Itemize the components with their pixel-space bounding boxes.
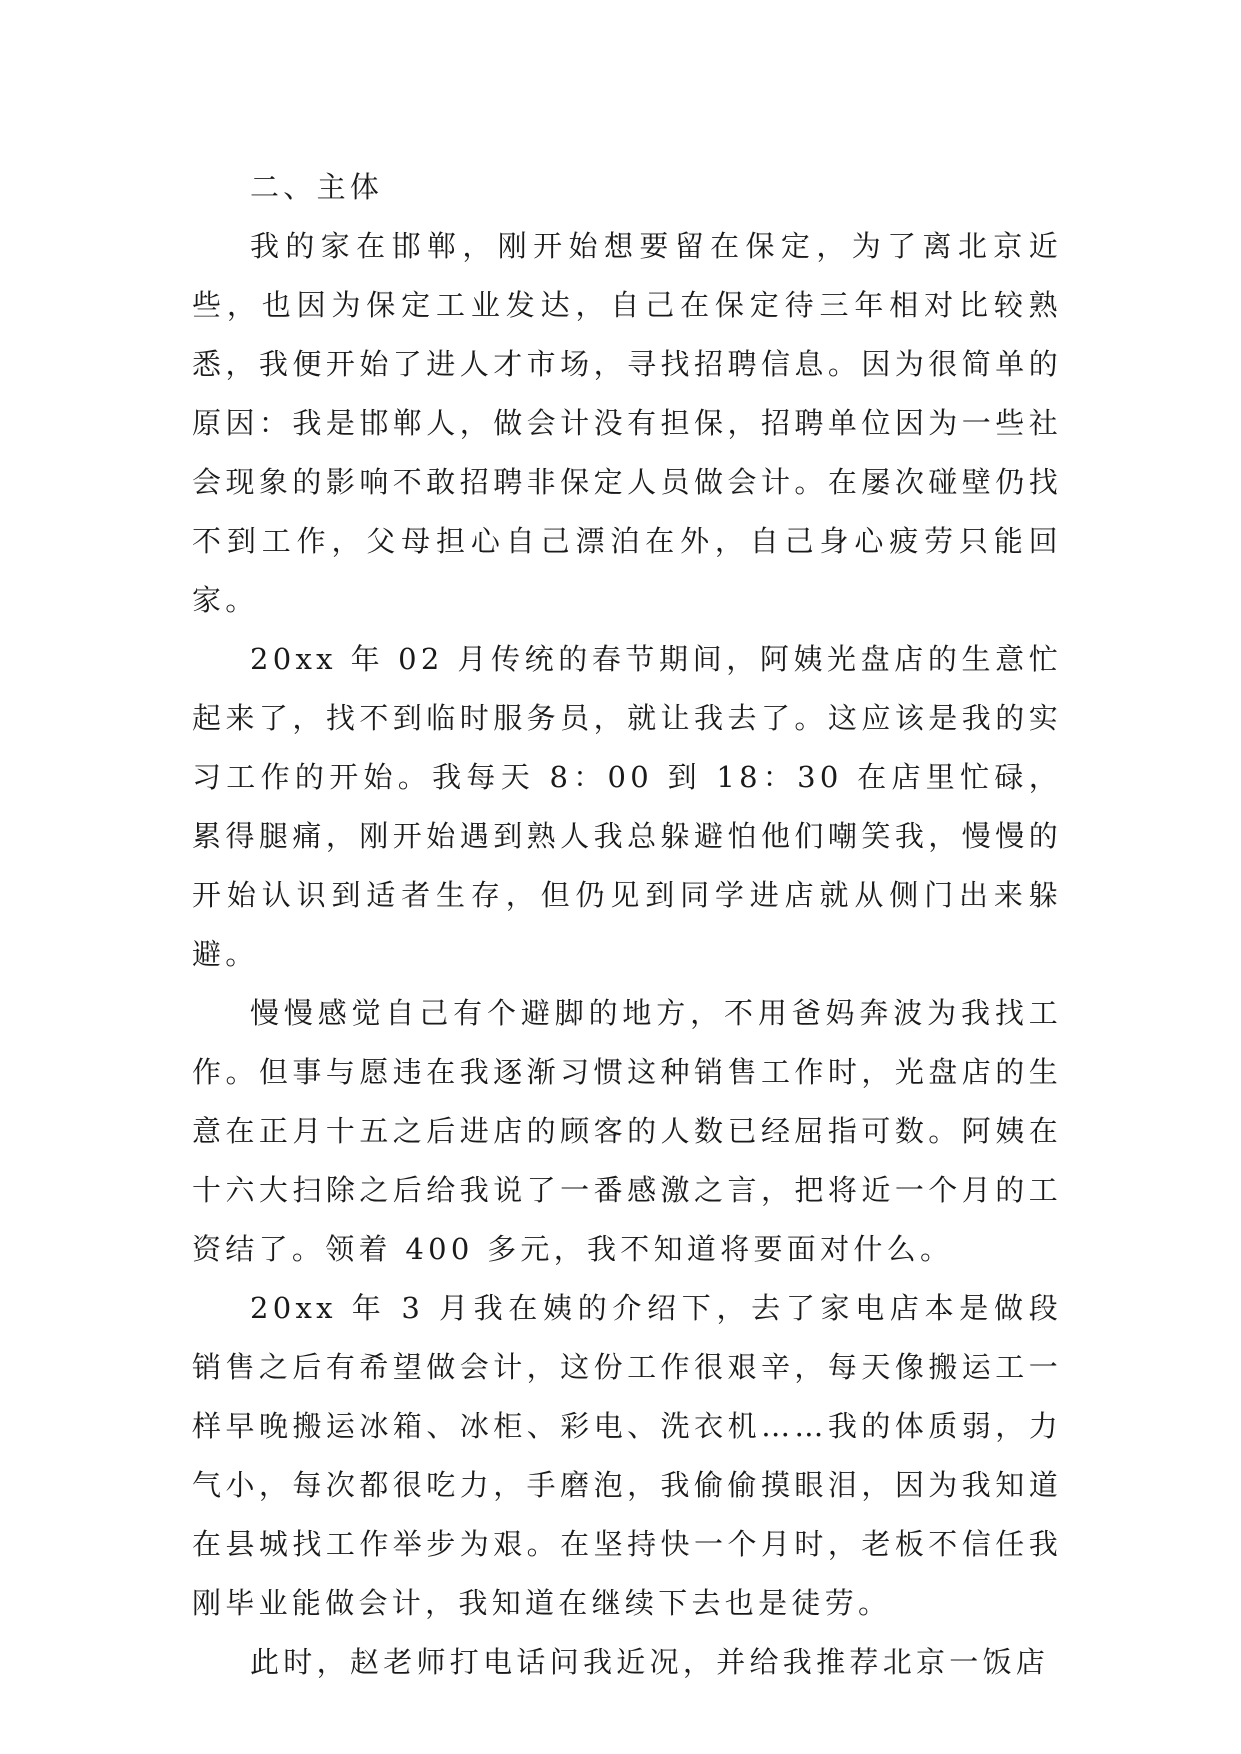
section-heading: 二、主体 (250, 170, 384, 204)
paragraph-1: 我的家在邯郸，刚开始想要留在保定，为了离北京近些，也因为保定工业发达，自己在保定待三年相对比较熟悉，我便开始了进人才市场，寻找招聘信息。因为很简单的原因：我是邯郸人，做会计没有担保，招聘单位因为一些社会现象的影响不敢招聘非保定人员做会计。在屡次碰壁仍找不到工作，父母担心自己漂泊在外，自己身心疲劳只能回家。 (192, 229, 1062, 617)
paragraph-2: 20xx 年 02 月传统的春节期间，阿姨光盘店的生意忙起来了，找不到临时服务员，就让我去了。这应该是我的实习工作的开始。我每天 8：00 到 18：30 在店里忙碌，累得腿痛，刚开始遇到熟人我总躲避怕他们嘲笑我，慢慢的开始认识到适者生存，但仍见到同学进店就从侧门出来躲避。 (192, 642, 1062, 971)
paragraph-3: 慢慢感觉自己有个避脚的地方，不用爸妈奔波为我找工作。但事与愿违在我逐渐习惯这种销售工作时，光盘店的生意在正月十五之后进店的顾客的人数已经屈指可数。阿姨在十六大扫除之后给我说了一番感激之言，把将近一个月的工资结了。领着 400 多元，我不知道将要面对什么。 (192, 996, 1062, 1266)
body-text (192, 158, 1062, 1692)
paragraph-5: 此时，赵老师打电话问我近况，并给我推荐北京一饭店 (250, 1645, 1050, 1679)
paragraph-4: 20xx 年 3 月我在姨的介绍下，去了家电店本是做段销售之后有希望做会计，这份工作很艰辛，每天像搬运工一样早晚搬运冰箱、冰柜、彩电、洗衣机……我的体质弱，力气小，每次都很吃力，手磨泡，我偷偷摸眼泪，因为我知道在县城找工作举步为艰。在坚持快一个月时，老板不信任我刚毕业能做会计，我知道在继续下去也是徒劳。 (192, 1291, 1062, 1620)
